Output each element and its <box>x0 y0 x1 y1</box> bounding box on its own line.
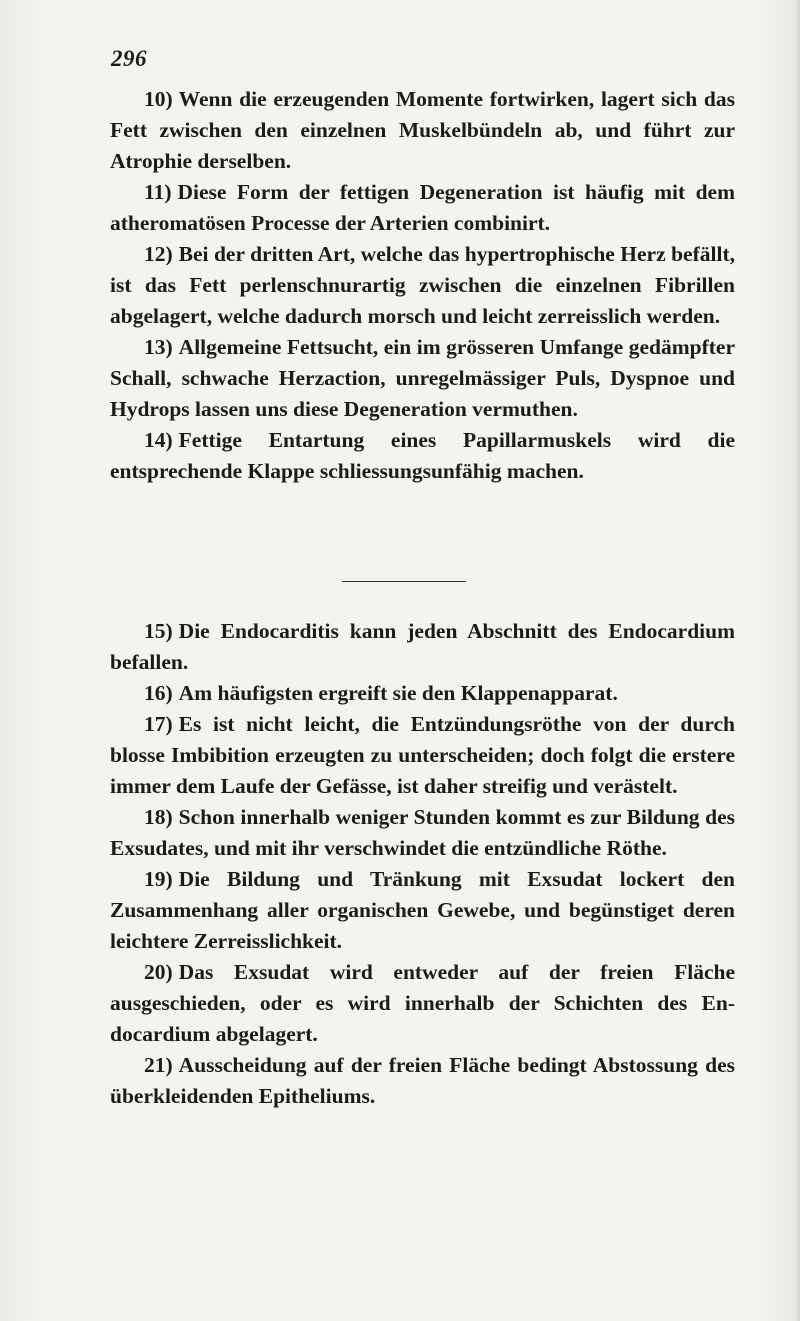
paragraph-number: 19) <box>144 867 173 891</box>
paragraph-text: Diese Form der fettigen Degeneration ist häufig mit dem atheromatösen Processe der Arterien combinirt. <box>110 180 735 235</box>
paragraph-number: 16) <box>144 681 173 705</box>
paragraph-text: Wenn die erzeugenden Momente fortwirken, lagert sich das Fett zwischen den einzelnen Muskelbündeln ab, und führt zur Atrophie derselben. <box>110 87 735 173</box>
paragraphs-top <box>110 84 735 487</box>
paragraph-number: 15) <box>144 619 173 643</box>
paragraph-number: 11) <box>144 180 172 204</box>
paragraph-text: Die Endocarditis kann jeden Abschnitt des Endocardium befallen. <box>110 619 735 674</box>
paragraph-18 <box>110 802 735 864</box>
paragraph-text: Das Exsudat wird entweder auf der freien Fläche ausgeschieden, oder es wird innerhalb der Schichten des Endocardium abgelagert. <box>110 960 735 1046</box>
paragraph-number: 13) <box>144 335 173 359</box>
paragraph-text: Bei der dritten Art, welche das hypertrophische Herz befällt, ist das Fett perlenschnurartig zwischen die einzelnen Fibrillen abgelagert, welche dadurch morsch und leicht zerreisslich werden. <box>110 242 735 328</box>
paragraph-16 <box>110 678 735 709</box>
page-edge-shadow <box>794 0 800 1321</box>
paragraph-17 <box>110 709 735 802</box>
paragraph-13 <box>110 332 735 425</box>
paragraph-text: Am häufigsten ergreift sie den Klappenapparat. <box>178 681 618 705</box>
paragraph-number: 14) <box>144 428 173 452</box>
paragraph-20 <box>110 957 735 1050</box>
paragraph-12 <box>110 239 735 332</box>
paragraph-text: Schon innerhalb weniger Stunden kommt es zur Bildung des Exsudates, und mit ihr verschwindet die entzündliche Röthe. <box>110 805 735 860</box>
paragraph-text: Ausscheidung auf der freien Fläche bedingt Abstossung des überkleidenden Epitheliums. <box>110 1053 735 1108</box>
paragraph-number: 18) <box>144 805 173 829</box>
paragraph-number: 17) <box>144 712 173 736</box>
paragraph-text: Es ist nicht leicht, die Entzündungsröthe von der durch blosse Imbibition erzeugten zu unterscheiden; doch folgt die erstere immer dem Laufe der Gefässe, ist daher streifig und verästelt. <box>110 712 735 798</box>
paragraph-number: 21) <box>144 1053 173 1077</box>
section-divider <box>342 581 466 582</box>
page-number: 296 <box>111 46 147 71</box>
paragraph-14 <box>110 425 735 487</box>
paragraph-number: 20) <box>144 960 173 984</box>
paragraph-11 <box>110 177 735 239</box>
paragraph-number: 12) <box>144 242 173 266</box>
paragraph-15 <box>110 616 735 678</box>
paragraph-text: Allgemeine Fettsucht, ein im grösseren Umfange gedämpfter Schall, schwache Herzaction, unregelmässiger Puls, Dyspnoe und Hydrops lassen uns diese Degeneration vermuthen. <box>110 335 735 421</box>
paragraph-text: Fettige Entartung eines Papillarmuskels wird die entsprechende Klappe schliessungsunfähig machen. <box>110 428 735 483</box>
paragraph-number: 10) <box>144 87 173 111</box>
paragraph-10 <box>110 84 735 177</box>
paragraphs-bottom <box>110 616 735 1112</box>
paragraph-19 <box>110 864 735 957</box>
paragraph-21 <box>110 1050 735 1112</box>
paragraph-text: Die Bildung und Tränkung mit Exsudat lockert den Zusammenhang aller organischen Gewebe, und begünstiget deren leichtere Zerreisslichkeit. <box>110 867 735 953</box>
